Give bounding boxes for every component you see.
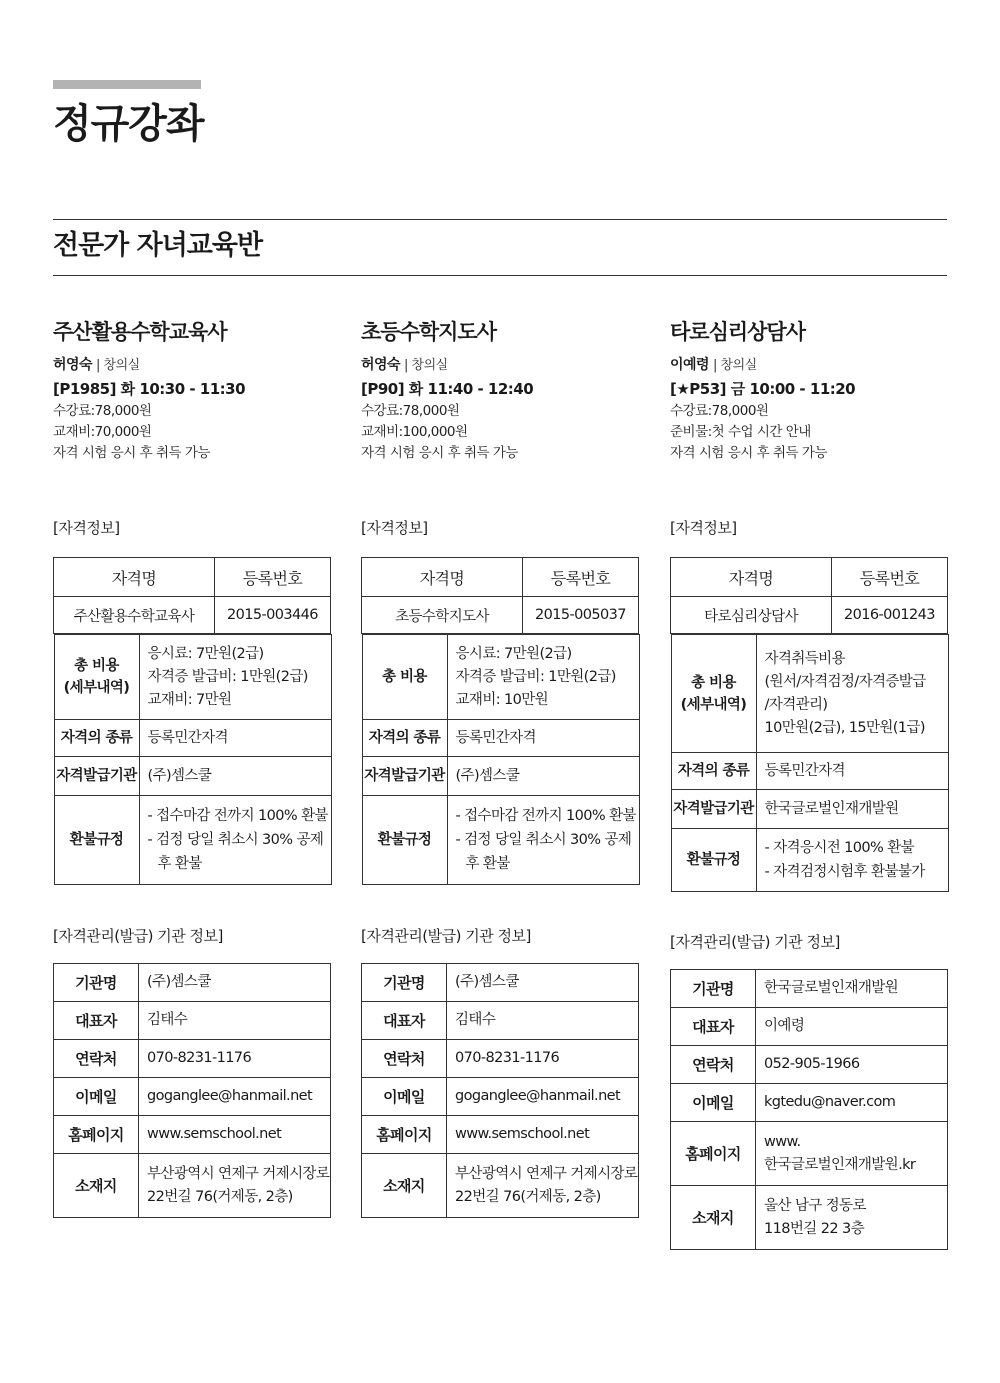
course-schedule: [P1985] 화 10:30 - 11:30 — [53, 380, 246, 398]
header-reg-number: 등록번호 — [215, 558, 331, 597]
address-line: 118번길 22 3층 — [764, 1220, 864, 1237]
org-name-value: (주)셈스쿨 — [447, 964, 639, 1002]
representative-key: 대표자 — [362, 1002, 447, 1040]
instructor-name: 허영숙 — [53, 357, 93, 373]
institution-info-label: [자격관리(발급) 기관 정보] — [670, 933, 840, 951]
representative-key: 대표자 — [671, 1008, 756, 1046]
refund-policy-key: 환불규정 — [671, 829, 756, 892]
qualification-table-3 — [670, 557, 948, 892]
refund-item: - 검정 당일 취소시 30% 공제 — [147, 832, 324, 848]
refund-item: - 검정 당일 취소시 30% 공제 — [455, 832, 632, 848]
address-line: 부산광역시 연제구 거제시장로 — [147, 1165, 330, 1182]
course-schedule: [★P53] 금 10:00 - 11:20 — [670, 380, 856, 398]
contact-key: 연락처 — [362, 1040, 447, 1078]
qual-type-key: 자격의 종류 — [54, 720, 139, 757]
address-value — [756, 1186, 948, 1250]
contact-value: 070-8231-1176 — [139, 1040, 331, 1078]
address-key: 소재지 — [362, 1154, 447, 1218]
org-name-key: 기관명 — [671, 970, 756, 1008]
contact-key: 연락처 — [54, 1040, 139, 1078]
total-cost-key — [362, 635, 447, 720]
refund-policy-key: 환불규정 — [54, 796, 139, 885]
total-cost-value — [756, 635, 948, 753]
tuition-fee: 수강료:78,000원 — [53, 403, 152, 419]
representative-value: 이예령 — [756, 1008, 948, 1046]
cost-line: 응시료: 7만원(2급) — [455, 645, 572, 662]
refund-item: - 접수마감 전까지 100% 환불 — [455, 808, 636, 824]
reg-number: 2016-001243 — [832, 597, 948, 634]
tuition-fee: 수강료:78,000원 — [361, 403, 460, 419]
qualification-info-label: [자격정보] — [53, 519, 120, 537]
page-title: 정규강좌 — [53, 101, 204, 147]
instructor-line — [53, 354, 330, 377]
qualification-table-1 — [53, 557, 331, 885]
total-cost-key-line: 총 비용 — [382, 669, 427, 685]
total-cost-value — [447, 635, 639, 720]
instructor-name: 이예령 — [670, 357, 710, 373]
qualification-table-2 — [361, 557, 639, 885]
section-title: 전문가 자녀교육반 — [53, 230, 263, 261]
total-cost-value — [139, 635, 331, 720]
cost-line: 자격취득비용 — [764, 650, 845, 667]
qual-type-value: 등록민간자격 — [139, 720, 331, 757]
homepage-value — [756, 1122, 948, 1186]
contact-value: 070-8231-1176 — [447, 1040, 639, 1078]
title-accent-bar — [53, 80, 201, 89]
institution-table-1 — [53, 963, 331, 1218]
address-line: 부산광역시 연제구 거제시장로 — [455, 1165, 638, 1182]
section-top-rule — [53, 219, 947, 220]
homepage-line: www.semschool.net — [147, 1126, 282, 1142]
total-cost-key-line: 총 비용 — [691, 674, 736, 691]
room-name: | 창의실 — [713, 358, 757, 373]
homepage-line: 한국글로벌인재개발원.kr — [764, 1156, 916, 1173]
org-name-value: 한국글로벌인재개발원 — [756, 970, 948, 1008]
section-bottom-rule — [53, 275, 947, 276]
institution-table-2 — [361, 963, 639, 1218]
refund-policy-value — [447, 796, 639, 885]
cost-line: 교재비: 10만원 — [455, 691, 549, 708]
qual-name: 초등수학지도사 — [362, 597, 523, 634]
material-fee: 교재비:100,000원 — [361, 424, 468, 440]
course-schedule: [P90] 화 11:40 - 12:40 — [361, 380, 534, 398]
course-column-1 — [53, 318, 330, 464]
room-name: | 창의실 — [404, 358, 448, 373]
email-key: 이메일 — [362, 1078, 447, 1116]
header-qual-name: 자격명 — [362, 558, 523, 597]
certification-note: 자격 시험 응시 후 취득 가능 — [53, 445, 210, 461]
certification-note: 자격 시험 응시 후 취득 가능 — [361, 445, 518, 461]
email-value: goganglee@hanmail.net — [139, 1078, 331, 1116]
room-name: | 창의실 — [96, 358, 140, 373]
refund-item: 후 환불 — [465, 856, 510, 872]
homepage-value — [447, 1116, 639, 1154]
homepage-line: www.semschool.net — [455, 1126, 590, 1142]
representative-key: 대표자 — [54, 1002, 139, 1040]
course-column-2 — [361, 318, 638, 464]
address-value — [447, 1154, 639, 1218]
representative-value: 김태수 — [139, 1002, 331, 1040]
org-name-key: 기관명 — [54, 964, 139, 1002]
representative-value: 김태수 — [447, 1002, 639, 1040]
contact-key: 연락처 — [671, 1046, 756, 1084]
qual-type-key: 자격의 종류 — [362, 720, 447, 757]
course-name: 초등수학지도사 — [361, 320, 497, 344]
total-cost-key — [54, 635, 139, 720]
issuer-key: 자격발급기관 — [671, 790, 756, 829]
header-qual-name: 자격명 — [54, 558, 215, 597]
cost-line: /자격관리) — [764, 696, 828, 713]
refund-item: - 자격검정시험후 환불불가 — [764, 864, 925, 880]
address-key: 소재지 — [54, 1154, 139, 1218]
course-name: 주산활용수학교육사 — [53, 320, 227, 344]
issuer-key: 자격발급기관 — [362, 757, 447, 796]
email-key: 이메일 — [671, 1084, 756, 1122]
total-cost-key-line: (세부내역) — [63, 680, 130, 696]
cost-line: 교재비: 7만원 — [147, 691, 232, 708]
refund-policy-value — [139, 796, 331, 885]
institution-info-label: [자격관리(발급) 기관 정보] — [361, 927, 531, 945]
homepage-line: www. — [764, 1133, 801, 1150]
email-key: 이메일 — [54, 1078, 139, 1116]
header-qual-name: 자격명 — [671, 558, 832, 597]
qualification-info-label: [자격정보] — [670, 519, 737, 537]
qual-name: 주산활용수학교육사 — [54, 597, 215, 634]
material-fee: 교재비:70,000원 — [53, 424, 152, 440]
org-name-value: (주)셈스쿨 — [139, 964, 331, 1002]
issuer-key: 자격발급기관 — [54, 757, 139, 796]
cost-line: 10만원(2급), 15만원(1급) — [764, 719, 925, 736]
instructor-line — [361, 354, 638, 377]
issuer-value: (주)셈스쿨 — [447, 757, 639, 796]
address-line: 22번길 76(거제동, 2층) — [147, 1188, 293, 1205]
cost-line: (원서/자격검정/자격증발급 — [764, 673, 926, 690]
total-cost-key-line: (세부내역) — [680, 696, 747, 713]
course-column-3 — [670, 318, 947, 464]
refund-policy-value — [756, 829, 948, 892]
header-reg-number: 등록번호 — [832, 558, 948, 597]
issuer-value: (주)셈스쿨 — [139, 757, 331, 796]
refund-item: - 접수마감 전까지 100% 환불 — [147, 808, 328, 824]
instructor-name: 허영숙 — [361, 357, 401, 373]
homepage-key: 홈페이지 — [54, 1116, 139, 1154]
supplies-note: 준비물:첫 수업 시간 안내 — [670, 424, 811, 440]
total-cost-key — [671, 635, 756, 753]
address-line: 울산 남구 정동로 — [764, 1197, 866, 1214]
total-cost-key-line: 총 비용 — [74, 658, 119, 674]
instructor-line — [670, 354, 947, 377]
certification-note: 자격 시험 응시 후 취득 가능 — [670, 445, 827, 461]
qual-type-value: 등록민간자격 — [756, 753, 948, 790]
address-value — [139, 1154, 331, 1218]
cost-line: 응시료: 7만원(2급) — [147, 645, 264, 662]
cost-line: 자격증 발급비: 1만원(2급) — [455, 668, 616, 685]
institution-info-label: [자격관리(발급) 기관 정보] — [53, 927, 223, 945]
reg-number: 2015-005037 — [523, 597, 639, 634]
email-value: kgtedu@naver.com — [756, 1084, 948, 1122]
homepage-key: 홈페이지 — [362, 1116, 447, 1154]
qual-type-key: 자격의 종류 — [671, 753, 756, 790]
homepage-key: 홈페이지 — [671, 1122, 756, 1186]
institution-table-3 — [670, 969, 948, 1250]
qual-type-value: 등록민간자격 — [447, 720, 639, 757]
qual-name: 타로심리상담사 — [671, 597, 832, 634]
email-value: goganglee@hanmail.net — [447, 1078, 639, 1116]
address-key: 소재지 — [671, 1186, 756, 1250]
issuer-value: 한국글로벌인재개발원 — [756, 790, 948, 829]
header-reg-number: 등록번호 — [523, 558, 639, 597]
org-name-key: 기관명 — [362, 964, 447, 1002]
homepage-value — [139, 1116, 331, 1154]
qualification-info-label: [자격정보] — [361, 519, 428, 537]
reg-number: 2015-003446 — [215, 597, 331, 634]
refund-policy-key: 환불규정 — [362, 796, 447, 885]
contact-value: 052-905-1966 — [756, 1046, 948, 1084]
cost-line: 자격증 발급비: 1만원(2급) — [147, 668, 308, 685]
refund-item: - 자격응시전 100% 환불 — [764, 840, 915, 856]
tuition-fee: 수강료:78,000원 — [670, 403, 769, 419]
refund-item: 후 환불 — [157, 856, 202, 872]
address-line: 22번길 76(거제동, 2층) — [455, 1188, 601, 1205]
course-name: 타로심리상담사 — [670, 320, 806, 344]
